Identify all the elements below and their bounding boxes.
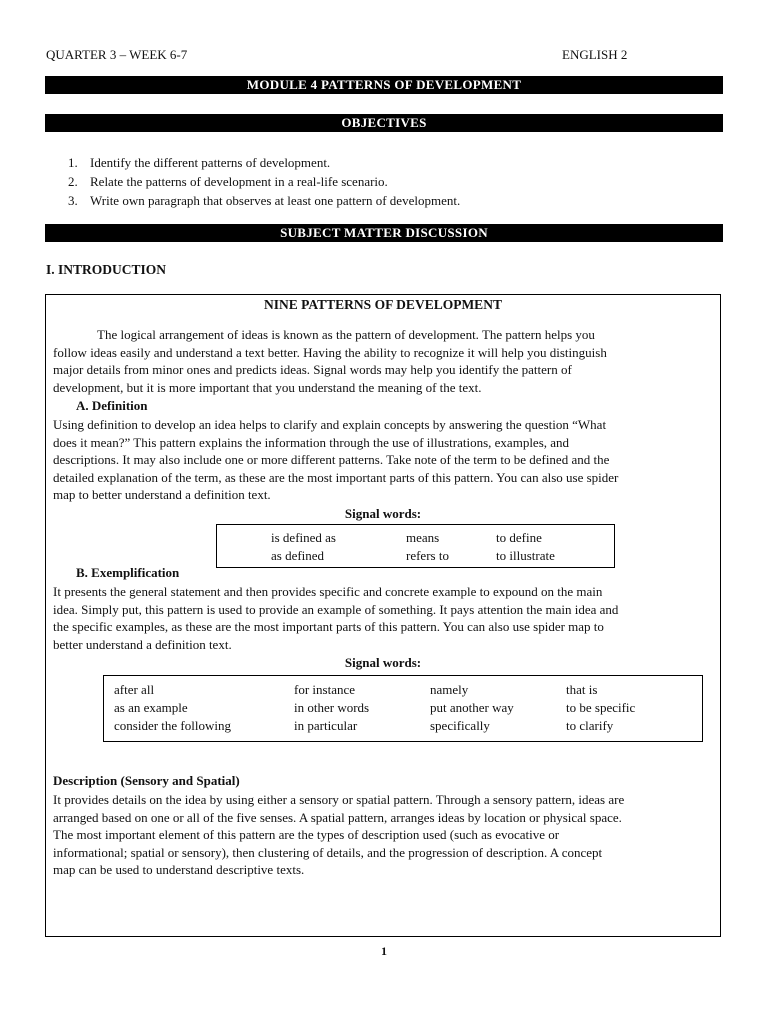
objectives-list (68, 153, 460, 210)
module-title-bar: MODULE 4 PATTERNS OF DEVELOPMENT (45, 76, 723, 94)
exemplification-signal-label: Signal words: (344, 655, 422, 670)
header-subject: ENGLISH 2 (562, 47, 628, 62)
definition-signal-box (216, 524, 615, 568)
exemplification-paragraph: It presents the general statement and then provides specific and concrete example to expound on the main idea. Simply put, this pattern is used to provide an example of something. It pays attention the main idea and the specific examples, as these are the most important parts of this pattern. You can also use spider map to better understand a definition text. (53, 584, 619, 652)
header-quarter: QUARTER 3 – WEEK 6-7 (46, 47, 188, 62)
patterns-box (45, 294, 721, 937)
objective-item: 3. Write own paragraph that observes at least one pattern of development. (68, 193, 461, 208)
subject-matter-bar: SUBJECT MATTER DISCUSSION (45, 224, 723, 242)
exemplification-heading: B. Exemplification (76, 565, 180, 580)
table-row: is defined as means to define (271, 530, 542, 545)
objectives-bar: OBJECTIVES (45, 114, 723, 132)
objective-item: 1. Identify the different patterns of development. (68, 155, 331, 170)
exemplification-signal-box (103, 675, 703, 742)
box-title: NINE PATTERNS OF DEVELOPMENT (264, 297, 502, 312)
definition-signal-label: Signal words: (344, 506, 422, 521)
exemplification-signal-table (114, 681, 635, 735)
definition-paragraph: Using definition to develop an idea helps to clarify and explain concepts by answering the question “What does it mean?” This pattern explains the information through the use of illustrations, examples, and descriptions. It may also include one or more different patterns. Take note of the term to be defined and the detailed explanation of the term, as these are the most important parts of this pattern. You can also use spider map to better understand a definition text. (53, 417, 619, 503)
table-row: as defined refers to to illustrate (271, 548, 555, 563)
page-number: 1 (381, 944, 387, 958)
description-paragraph: It provides details on the idea by using either a sensory or spatial pattern. Through a sensory pattern, ideas are arranged based on one or all of the five senses. A spatial pattern, arranges ideas by location or physical space. The most important element of this pattern are the types of description used (such as evocative or informational; spatial or sensory), then clustering of details, and the progression of description. A concept map can be used to understand descriptive texts. (53, 792, 625, 878)
objective-item: 2. Relate the patterns of development in a real-life scenario. (68, 174, 388, 189)
intro-paragraph: The logical arrangement of ideas is known as the pattern of development. The pattern helps you follow ideas easily and understand a text better. Having the ability to recognize it will help you distinguish major details from minor ones and predicts ideas. Signal words may help you identify the pattern of development, but it is more important that you understand the meaning of the text. (53, 327, 607, 395)
description-heading: Description (Sensory and Spatial) (53, 773, 240, 788)
table-row: as an example in other words put another way to be specific (114, 700, 636, 715)
introduction-heading: I. INTRODUCTION (46, 262, 167, 277)
definition-signal-table (271, 529, 555, 565)
table-row: after all for instance namely that is (114, 682, 598, 697)
definition-heading: A. Definition (76, 398, 148, 413)
table-row: consider the following in particular specifically to clarify (114, 718, 614, 733)
